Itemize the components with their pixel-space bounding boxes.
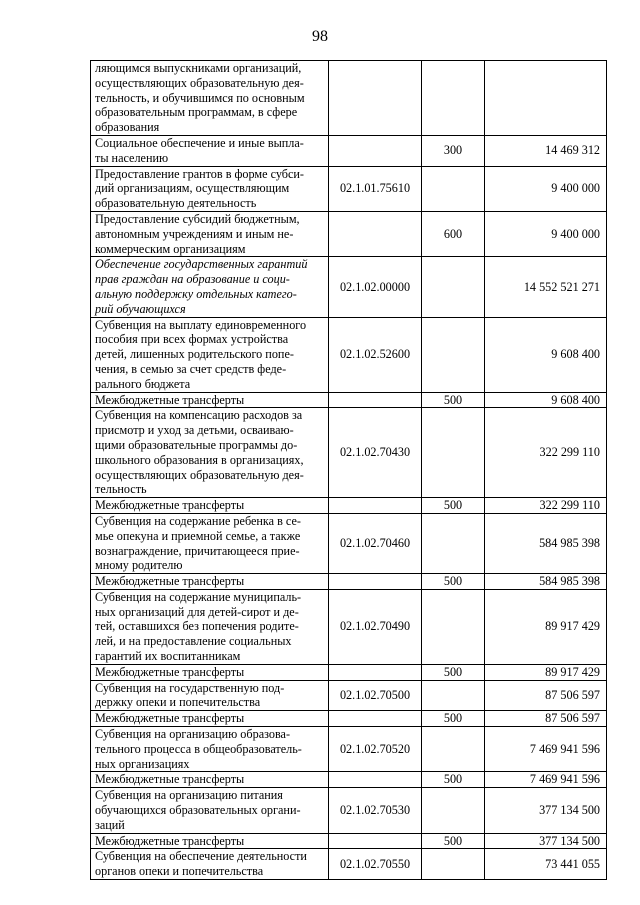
table-row bbox=[91, 833, 607, 849]
table-row bbox=[91, 317, 607, 392]
table-row bbox=[91, 849, 607, 880]
table-row bbox=[91, 408, 607, 498]
row-code-cell: 02.1.02.70550 bbox=[329, 849, 422, 880]
row-sum-cell: 322 299 110 bbox=[485, 498, 607, 514]
row-code-cell bbox=[329, 833, 422, 849]
row-sum-cell: 377 134 500 bbox=[485, 833, 607, 849]
table-row bbox=[91, 498, 607, 514]
table-row bbox=[91, 392, 607, 408]
row-kvr-cell: 600 bbox=[422, 211, 485, 256]
row-code-cell bbox=[329, 498, 422, 514]
row-code-cell: 02.1.01.75610 bbox=[329, 166, 422, 211]
row-sum-cell: 73 441 055 bbox=[485, 849, 607, 880]
row-name-cell: Межбюджетные трансферты bbox=[91, 772, 329, 788]
row-kvr-cell bbox=[422, 257, 485, 317]
row-name-cell: Субвенция на компенсацию расходов за присмотр и уход за детьми, осваиваю- щими образовательные программы до- школьного образования в организациях, осуществляющих образовательную дея- тельность bbox=[91, 408, 329, 498]
row-code-cell: 02.1.02.70490 bbox=[329, 589, 422, 664]
table-row bbox=[91, 257, 607, 317]
row-name-cell: Субвенция на выплату единовременного пособия при всех формах устройства детей, лишенных родительского попе- чения, в семью за счет средств феде- рального бюджета bbox=[91, 317, 329, 392]
row-sum-cell: 9 400 000 bbox=[485, 166, 607, 211]
row-sum-cell bbox=[485, 61, 607, 136]
row-name-cell: Межбюджетные трансферты bbox=[91, 574, 329, 590]
row-sum-cell: 9 608 400 bbox=[485, 392, 607, 408]
row-code-cell bbox=[329, 664, 422, 680]
table-row bbox=[91, 589, 607, 664]
row-name-cell: Субвенция на обеспечение деятельности органов опеки и попечительства bbox=[91, 849, 329, 880]
row-kvr-cell bbox=[422, 61, 485, 136]
row-sum-cell: 87 506 597 bbox=[485, 711, 607, 727]
row-sum-cell: 89 917 429 bbox=[485, 664, 607, 680]
row-kvr-cell bbox=[422, 788, 485, 833]
row-name-cell: Субвенция на организацию образова- тельного процесса в общеобразователь- ных организациях bbox=[91, 727, 329, 772]
row-name-cell: Субвенция на содержание ребенка в се- мье опекуна и приемной семье, а также вознаграждение, причитающееся прие- мному родителю bbox=[91, 513, 329, 573]
row-name-cell: Предоставление субсидий бюджетным, автономным учреждениям и иным не- коммерческим организациям bbox=[91, 211, 329, 256]
row-name-cell: Межбюджетные трансферты bbox=[91, 498, 329, 514]
row-sum-cell: 9 608 400 bbox=[485, 317, 607, 392]
row-code-cell: 02.1.02.70530 bbox=[329, 788, 422, 833]
row-name-cell: Социальное обеспечение и иные выпла- ты населению bbox=[91, 135, 329, 166]
row-kvr-cell: 500 bbox=[422, 498, 485, 514]
row-kvr-cell: 500 bbox=[422, 664, 485, 680]
table-row bbox=[91, 772, 607, 788]
row-code-cell: 02.1.02.70460 bbox=[329, 513, 422, 573]
row-kvr-cell bbox=[422, 589, 485, 664]
row-code-cell bbox=[329, 392, 422, 408]
row-code-cell bbox=[329, 574, 422, 590]
row-sum-cell: 9 400 000 bbox=[485, 211, 607, 256]
row-sum-cell: 584 985 398 bbox=[485, 513, 607, 573]
row-kvr-cell bbox=[422, 849, 485, 880]
table-row bbox=[91, 727, 607, 772]
budget-table-body bbox=[91, 61, 607, 880]
row-sum-cell: 14 552 521 271 bbox=[485, 257, 607, 317]
row-kvr-cell bbox=[422, 513, 485, 573]
row-kvr-cell bbox=[422, 166, 485, 211]
row-name-cell: Субвенция на организацию питания обучающихся образовательных органи- заций bbox=[91, 788, 329, 833]
row-kvr-cell: 500 bbox=[422, 392, 485, 408]
row-kvr-cell: 500 bbox=[422, 574, 485, 590]
row-code-cell bbox=[329, 772, 422, 788]
row-code-cell: 02.1.02.70500 bbox=[329, 680, 422, 711]
row-kvr-cell bbox=[422, 727, 485, 772]
row-name-cell: Предоставление грантов в форме субси- дий организациям, осуществляющим образовательную деятельность bbox=[91, 166, 329, 211]
row-code-cell: 02.1.02.00000 bbox=[329, 257, 422, 317]
row-name-cell: Субвенция на государственную под- держку опеки и попечительства bbox=[91, 680, 329, 711]
row-sum-cell: 7 469 941 596 bbox=[485, 772, 607, 788]
row-kvr-cell: 500 bbox=[422, 772, 485, 788]
row-kvr-cell bbox=[422, 408, 485, 498]
row-code-cell bbox=[329, 711, 422, 727]
row-sum-cell: 7 469 941 596 bbox=[485, 727, 607, 772]
table-row bbox=[91, 513, 607, 573]
row-name-cell: Межбюджетные трансферты bbox=[91, 833, 329, 849]
row-sum-cell: 89 917 429 bbox=[485, 589, 607, 664]
row-code-cell bbox=[329, 211, 422, 256]
page-number: 98 bbox=[312, 28, 328, 45]
row-sum-cell: 584 985 398 bbox=[485, 574, 607, 590]
row-name-cell: Обеспечение государственных гарантий прав граждан на образование и соци- альную поддержку отдельных катего- рий обучающихся bbox=[91, 257, 329, 317]
row-code-cell bbox=[329, 135, 422, 166]
row-kvr-cell: 500 bbox=[422, 833, 485, 849]
table-row bbox=[91, 211, 607, 256]
table-row bbox=[91, 166, 607, 211]
row-kvr-cell bbox=[422, 680, 485, 711]
row-sum-cell: 377 134 500 bbox=[485, 788, 607, 833]
budget-table bbox=[90, 60, 607, 880]
row-code-cell bbox=[329, 61, 422, 136]
row-name-cell: Субвенция на содержание муниципаль- ных организаций для детей-сирот и де- тей, оставшихся без попечения родите- лей, и на предоставление социальных гарантий их воспитанникам bbox=[91, 589, 329, 664]
row-kvr-cell: 500 bbox=[422, 711, 485, 727]
row-name-cell: Межбюджетные трансферты bbox=[91, 392, 329, 408]
row-sum-cell: 322 299 110 bbox=[485, 408, 607, 498]
table-row bbox=[91, 61, 607, 136]
row-sum-cell: 87 506 597 bbox=[485, 680, 607, 711]
row-name-cell: Межбюджетные трансферты bbox=[91, 664, 329, 680]
row-sum-cell: 14 469 312 bbox=[485, 135, 607, 166]
row-code-cell: 02.1.02.52600 bbox=[329, 317, 422, 392]
table-row bbox=[91, 711, 607, 727]
row-code-cell: 02.1.02.70430 bbox=[329, 408, 422, 498]
row-name-cell: ляющимся выпускниками организаций, осуществляющих образовательную дея- тельность, и обучившимся по основным образовательным программам, в сфере образования bbox=[91, 61, 329, 136]
table-row bbox=[91, 574, 607, 590]
table-row bbox=[91, 664, 607, 680]
table-row bbox=[91, 135, 607, 166]
table-row bbox=[91, 788, 607, 833]
row-kvr-cell bbox=[422, 317, 485, 392]
row-name-cell: Межбюджетные трансферты bbox=[91, 711, 329, 727]
row-code-cell: 02.1.02.70520 bbox=[329, 727, 422, 772]
row-kvr-cell: 300 bbox=[422, 135, 485, 166]
table-row bbox=[91, 680, 607, 711]
